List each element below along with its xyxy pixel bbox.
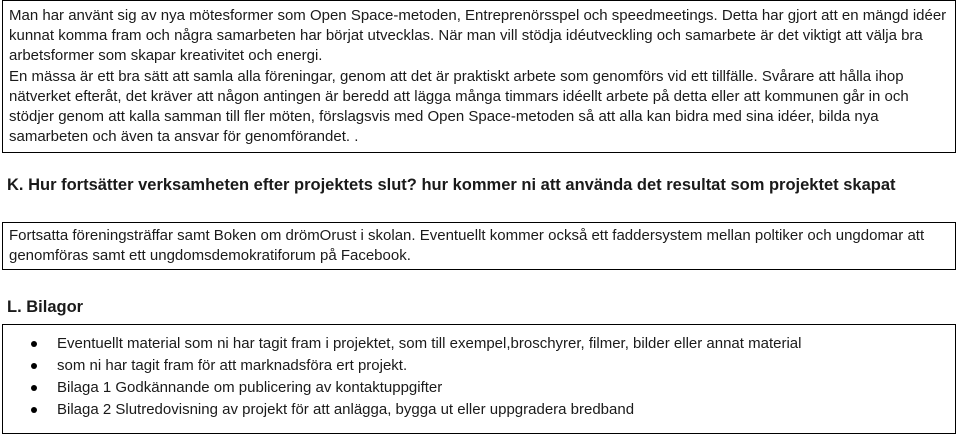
section-j-paragraph-1: Man har använt sig av nya mötesformer som Open Space-metoden, Entreprenörsspel och speedmeetings. Detta har gjort att en mängd idéer kunnat komma fram och några samarbeten har börjat utvecklas. När man vill stödja idéutveckling och samarbete är det viktigt att välja bra arbetsformer som skapar kreativitet och energi. [9,7,947,64]
section-k-heading: K. Hur fortsätter verksamheten efter projektets slut? hur kommer ni att använda det resultat som projektet skapat [7,176,896,194]
section-j-textbox [2,0,956,153]
attachments-list-box [2,324,956,434]
attachment-item-text: Bilaga 1 Godkännande om publicering av kontaktuppgifter [57,379,443,396]
section-k-answer-box [2,222,956,270]
bullet-icon [31,363,37,369]
attachment-item [11,399,949,421]
attachments-list [11,333,949,421]
bullet-icon [31,385,37,391]
section-l-heading: L. Bilagor [7,298,84,316]
attachment-item [11,355,949,377]
bullet-icon [31,407,37,413]
attachment-item-text: Bilaga 2 Slutredovisning av projekt för att anlägga, bygga ut eller uppgradera bredband [57,401,635,418]
attachment-item [11,377,949,399]
section-j-paragraph-2: En mässa är ett bra sätt att samla alla föreningar, genom att det är praktiskt arbete som genomförs vid ett tillfälle. Svårare att hålla ihop nätverket efteråt, det kräver att någon antingen är beredd att lägga många timmars idéellt arbete på detta eller att kommunen går in och stödjer genom att kalla samman till fler möten, förslagsvis med Open Space-metoden så att alla kan bidra med sina idéer, bilda nya samarbeten och även ta ansvar för genomförandet. . [9,68,909,145]
section-k-answer-text: Fortsatta föreningsträffar samt Boken om drömOrust i skolan. Eventuellt kommer också ett faddersystem mellan poltiker och ungdomar att genomföras samt ett ungdomsdemokratiforum på Facebook. [9,227,925,264]
attachment-item-text: Eventuellt material som ni har tagit fram i projektet, som till exempel,broschyrer, filmer, bilder eller annat material [57,335,802,352]
attachment-item-text: som ni har tagit fram för att marknadsföra ert projekt. [57,357,408,374]
bullet-icon [31,341,37,347]
attachment-item [11,333,949,355]
